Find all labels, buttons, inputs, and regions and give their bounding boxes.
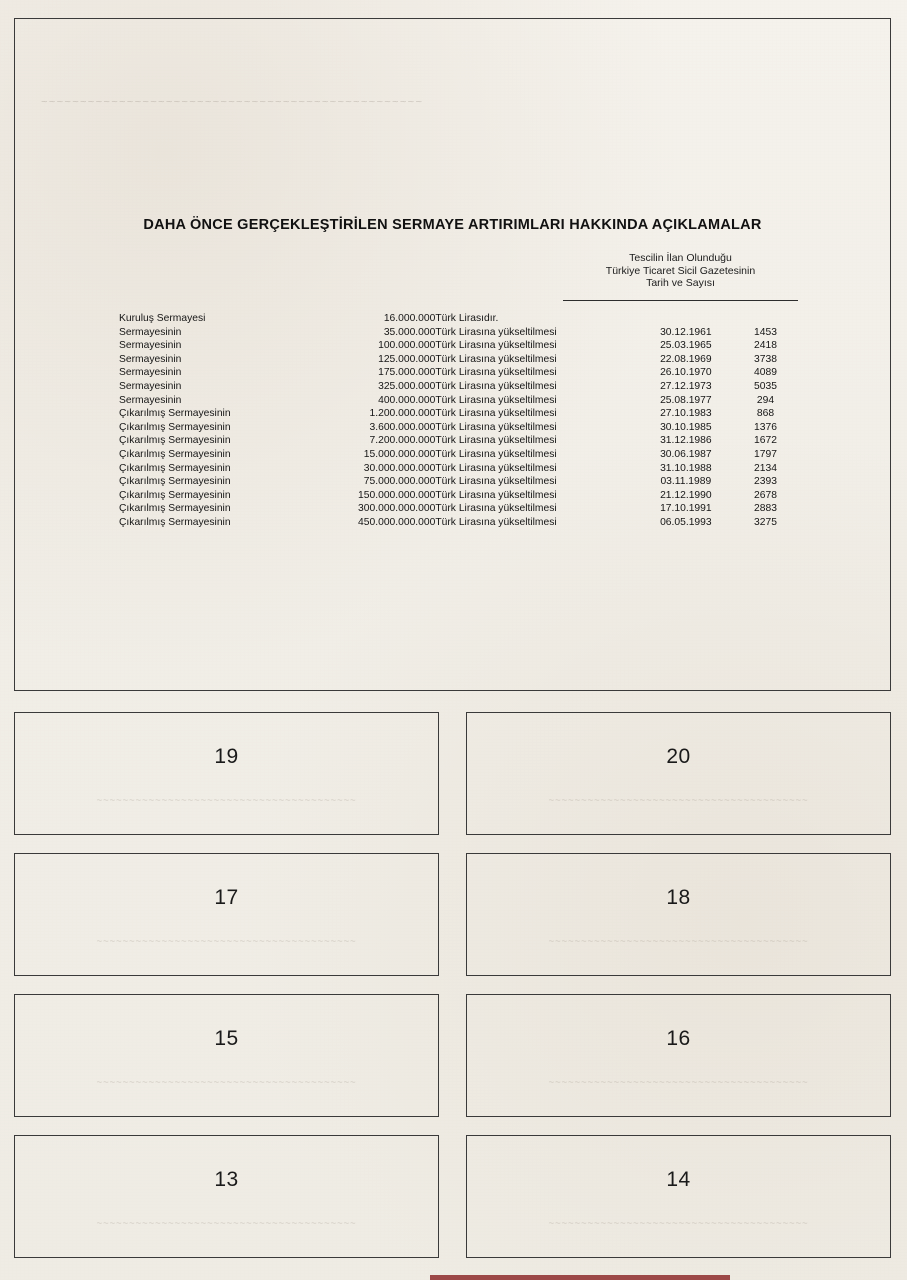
row-gazette-date: 25.03.1965 xyxy=(660,340,712,352)
row-label: Sermayesinin xyxy=(119,326,182,338)
row-gazette-date: 22.08.1969 xyxy=(660,353,712,365)
row-label: Çıkarılmış Sermayesinin xyxy=(119,421,231,433)
row-gazette-date: 06.05.1993 xyxy=(660,516,712,528)
row-label: Çıkarılmış Sermayesinin xyxy=(119,462,231,474)
coupon-faint-text: ~~~~~~~~~~~~~~~~~~~~~~~~~~~~~~~~~~~~~~~~ xyxy=(96,1078,357,1087)
gazette-heading-line3: Tarih ve Sayısı xyxy=(646,277,715,289)
capital-increase-table xyxy=(119,312,799,530)
row-description: Türk Lirasıdır. xyxy=(435,313,499,324)
row-gazette-date: 30.10.1985 xyxy=(660,421,712,433)
row-amount: 325.000.000 xyxy=(378,380,436,392)
coupon-row xyxy=(14,994,891,1117)
table-row xyxy=(119,448,799,462)
table-row xyxy=(119,366,799,380)
row-label: Çıkarılmış Sermayesinin xyxy=(119,503,231,515)
table-row xyxy=(119,434,799,448)
row-description: Türk Lirasına yükseltilmesi xyxy=(435,367,557,379)
row-description: Türk Lirasına yükseltilmesi xyxy=(435,476,557,488)
row-gazette-date: 21.12.1990 xyxy=(660,489,712,501)
row-label: Sermayesinin xyxy=(119,340,182,352)
row-gazette-number: 1797 xyxy=(754,448,777,460)
row-gazette-number: 1376 xyxy=(754,421,777,433)
table-row xyxy=(119,326,799,340)
row-gazette-date: 31.12.1986 xyxy=(660,435,712,447)
coupon[interactable] xyxy=(466,994,891,1117)
table-row xyxy=(119,339,799,353)
table-row xyxy=(119,380,799,394)
row-gazette-number: 2418 xyxy=(754,340,777,352)
coupon[interactable] xyxy=(466,1135,891,1258)
coupon-faint-text: ~~~~~~~~~~~~~~~~~~~~~~~~~~~~~~~~~~~~~~~~ xyxy=(96,796,357,805)
coupon[interactable] xyxy=(14,712,439,835)
row-amount: 450.000.000.000 xyxy=(358,516,436,528)
row-amount: 400.000.000 xyxy=(378,394,436,406)
row-gazette-date: 26.10.1970 xyxy=(660,367,712,379)
row-amount: 75.000.000.000 xyxy=(363,476,436,488)
row-label: Sermayesinin xyxy=(119,367,182,379)
row-label: Çıkarılmış Sermayesinin xyxy=(119,408,231,420)
row-gazette-date: 03.11.1989 xyxy=(660,476,712,488)
table-row xyxy=(119,489,799,503)
row-description: Türk Lirasına yükseltilmesi xyxy=(435,380,557,392)
coupon-number: 19 xyxy=(214,745,239,768)
row-description: Türk Lirasına yükseltilmesi xyxy=(435,353,557,365)
row-gazette-number: 2393 xyxy=(754,476,777,488)
row-gazette-date: 30.06.1987 xyxy=(660,448,712,460)
coupon-faint-text: ~~~~~~~~~~~~~~~~~~~~~~~~~~~~~~~~~~~~~~~~ xyxy=(548,937,809,946)
row-gazette-number: 1453 xyxy=(754,326,777,338)
row-description: Türk Lirasına yükseltilmesi xyxy=(435,394,557,406)
row-label: Çıkarılmış Sermayesinin xyxy=(119,435,231,447)
row-description: Türk Lirasına yükseltilmesi xyxy=(435,448,557,460)
coupon-row xyxy=(14,1135,891,1258)
coupon[interactable] xyxy=(466,853,891,976)
table-row xyxy=(119,475,799,489)
row-label: Çıkarılmış Sermayesinin xyxy=(119,448,231,460)
row-gazette-date: 31.10.1988 xyxy=(660,462,712,474)
gazette-heading-line1: Tescilin İlan Olunduğu xyxy=(629,252,732,264)
coupon-number: 13 xyxy=(214,1168,239,1191)
gazette-heading-line2: Türkiye Ticaret Sicil Gazetesinin xyxy=(605,264,756,277)
row-gazette-date: 25.08.1977 xyxy=(660,394,712,406)
row-gazette-number: 2134 xyxy=(754,462,777,474)
coupon-faint-text: ~~~~~~~~~~~~~~~~~~~~~~~~~~~~~~~~~~~~~~~~ xyxy=(96,937,357,946)
row-gazette-date: 27.12.1973 xyxy=(660,380,712,392)
coupon-faint-text: ~~~~~~~~~~~~~~~~~~~~~~~~~~~~~~~~~~~~~~~~ xyxy=(96,1219,357,1228)
row-description: Türk Lirasına yükseltilmesi xyxy=(435,462,557,474)
row-gazette-number: 2678 xyxy=(754,489,777,501)
coupon[interactable] xyxy=(14,853,439,976)
row-amount: 15.000.000.000 xyxy=(363,448,436,460)
coupon[interactable] xyxy=(466,712,891,835)
table-row xyxy=(119,394,799,408)
row-gazette-number: 294 xyxy=(756,394,775,406)
row-gazette-number: 4089 xyxy=(754,367,777,379)
row-description: Türk Lirasına yükseltilmesi xyxy=(435,326,557,338)
row-description: Türk Lirasına yükseltilmesi xyxy=(435,340,557,352)
row-description: Türk Lirasına yükseltilmesi xyxy=(435,408,557,420)
gazette-heading-rule xyxy=(563,300,798,301)
table-row xyxy=(119,312,799,326)
table-row xyxy=(119,421,799,435)
table-row xyxy=(119,353,799,367)
row-amount: 125.000.000 xyxy=(378,353,436,365)
row-gazette-number: 2883 xyxy=(754,503,777,515)
gazette-heading xyxy=(563,252,798,290)
table-row xyxy=(119,502,799,516)
row-gazette-date xyxy=(640,312,732,326)
row-gazette-number: 1672 xyxy=(754,435,777,447)
row-description: Türk Lirasına yükseltilmesi xyxy=(435,421,557,433)
coupon[interactable] xyxy=(14,994,439,1117)
row-description: Türk Lirasına yükseltilmesi xyxy=(435,435,557,447)
coupon-row xyxy=(14,712,891,835)
table-row xyxy=(119,462,799,476)
row-amount: 1.200.000.000 xyxy=(369,408,436,420)
row-label: Çıkarılmış Sermayesinin xyxy=(119,516,231,528)
row-label: Sermayesinin xyxy=(119,353,182,365)
coupon-number: 16 xyxy=(666,1027,691,1050)
capital-increase-panel xyxy=(14,18,891,691)
coupon-faint-text: ~~~~~~~~~~~~~~~~~~~~~~~~~~~~~~~~~~~~~~~~ xyxy=(548,1078,809,1087)
row-amount: 7.200.000.000 xyxy=(369,435,436,447)
row-gazette-number: 3738 xyxy=(754,353,777,365)
row-gazette-number: 3275 xyxy=(754,516,777,528)
row-gazette-date: 17.10.1991 xyxy=(660,503,712,515)
row-amount: 16.000.000 xyxy=(383,313,436,324)
row-label: Çıkarılmış Sermayesinin xyxy=(119,476,231,488)
coupon-number: 14 xyxy=(666,1168,691,1191)
row-amount: 100.000.000 xyxy=(378,340,436,352)
row-amount: 300.000.000.000 xyxy=(358,503,436,515)
row-label: Sermayesinin xyxy=(119,380,182,392)
faint-header-text: ~~~~~~~~~~~~~~~~~~~~~~~~~~~~~~~~~~~~~~~~~~~~~~~~~ xyxy=(41,97,424,109)
row-gazette-date: 30.12.1961 xyxy=(660,326,712,338)
coupon-number: 18 xyxy=(666,886,691,909)
bottom-edge-strip xyxy=(430,1275,730,1280)
table-row xyxy=(119,516,799,530)
row-amount: 3.600.000.000 xyxy=(369,421,436,433)
row-gazette-number xyxy=(732,312,799,326)
row-label: Çıkarılmış Sermayesinin xyxy=(119,489,231,501)
row-amount: 175.000.000 xyxy=(378,367,436,379)
row-gazette-number: 868 xyxy=(756,408,775,420)
coupon-number: 17 xyxy=(214,886,239,909)
coupon-grid xyxy=(14,712,891,1276)
row-description: Türk Lirasına yükseltilmesi xyxy=(435,503,557,515)
coupon-faint-text: ~~~~~~~~~~~~~~~~~~~~~~~~~~~~~~~~~~~~~~~~ xyxy=(548,1219,809,1228)
coupon-number: 15 xyxy=(214,1027,239,1050)
row-description: Türk Lirasına yükseltilmesi xyxy=(435,516,557,528)
row-amount: 35.000.000 xyxy=(383,326,436,338)
row-gazette-date: 27.10.1983 xyxy=(660,408,712,420)
coupon-faint-text: ~~~~~~~~~~~~~~~~~~~~~~~~~~~~~~~~~~~~~~~~ xyxy=(548,796,809,805)
table-row xyxy=(119,407,799,421)
row-amount: 150.000.000.000 xyxy=(358,489,436,501)
coupon-number: 20 xyxy=(666,745,691,768)
coupon[interactable] xyxy=(14,1135,439,1258)
row-description: Türk Lirasına yükseltilmesi xyxy=(435,489,557,501)
row-label: Sermayesinin xyxy=(119,394,182,406)
row-label: Kuruluş Sermayesi xyxy=(119,313,206,324)
page-title: DAHA ÖNCE GERÇEKLEŞTİRİLEN SERMAYE ARTIRIMLARI HAKKINDA AÇIKLAMALAR xyxy=(143,217,762,233)
coupon-row xyxy=(14,853,891,976)
row-gazette-number: 5035 xyxy=(754,380,777,392)
row-amount: 30.000.000.000 xyxy=(363,462,436,474)
